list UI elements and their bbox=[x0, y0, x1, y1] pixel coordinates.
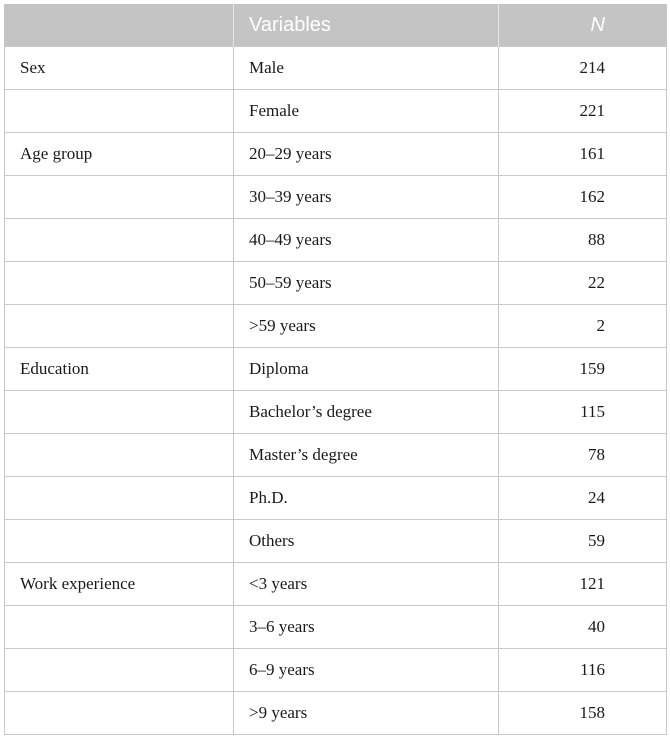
variable-cell: Female bbox=[234, 90, 499, 133]
variable-cell: 50–59 years bbox=[234, 262, 499, 305]
group-cell bbox=[5, 649, 234, 692]
count-cell: 214 bbox=[499, 47, 667, 90]
group-cell bbox=[5, 692, 234, 735]
table-row bbox=[5, 262, 667, 305]
variable-cell: Others bbox=[234, 520, 499, 563]
variable-cell: 30–39 years bbox=[234, 176, 499, 219]
count-cell: 2 bbox=[499, 305, 667, 348]
variable-cell: >9 years bbox=[234, 692, 499, 735]
table-row bbox=[5, 90, 667, 133]
table-row bbox=[5, 47, 667, 90]
demographics-table-container bbox=[4, 4, 666, 735]
table-row bbox=[5, 305, 667, 348]
variable-cell: Ph.D. bbox=[234, 477, 499, 520]
count-cell: 115 bbox=[499, 391, 667, 434]
header-variables-cell: Variables bbox=[234, 4, 499, 47]
group-cell: Age group bbox=[5, 133, 234, 176]
table-row bbox=[5, 520, 667, 563]
table-row bbox=[5, 649, 667, 692]
group-cell: Education bbox=[5, 348, 234, 391]
table-row bbox=[5, 477, 667, 520]
table-body bbox=[5, 47, 667, 735]
group-cell bbox=[5, 477, 234, 520]
count-cell: 116 bbox=[499, 649, 667, 692]
count-cell: 40 bbox=[499, 606, 667, 649]
header-n-cell: N bbox=[499, 4, 667, 47]
table-row bbox=[5, 219, 667, 262]
group-cell bbox=[5, 606, 234, 649]
variable-cell: <3 years bbox=[234, 563, 499, 606]
table-row bbox=[5, 391, 667, 434]
table-row bbox=[5, 434, 667, 477]
variable-cell: 3–6 years bbox=[234, 606, 499, 649]
count-cell: 88 bbox=[499, 219, 667, 262]
count-cell: 121 bbox=[499, 563, 667, 606]
group-cell bbox=[5, 434, 234, 477]
demographics-table bbox=[4, 4, 667, 735]
variable-cell: Male bbox=[234, 47, 499, 90]
group-cell: Sex bbox=[5, 47, 234, 90]
count-cell: 59 bbox=[499, 520, 667, 563]
group-cell bbox=[5, 90, 234, 133]
table-row bbox=[5, 692, 667, 735]
group-cell bbox=[5, 391, 234, 434]
group-cell bbox=[5, 520, 234, 563]
table-header bbox=[5, 4, 667, 47]
variable-cell: Diploma bbox=[234, 348, 499, 391]
count-cell: 161 bbox=[499, 133, 667, 176]
group-cell bbox=[5, 262, 234, 305]
group-cell bbox=[5, 305, 234, 348]
count-cell: 24 bbox=[499, 477, 667, 520]
table-row bbox=[5, 176, 667, 219]
table-row bbox=[5, 348, 667, 391]
table-row bbox=[5, 606, 667, 649]
variable-cell: >59 years bbox=[234, 305, 499, 348]
count-cell: 162 bbox=[499, 176, 667, 219]
count-cell: 159 bbox=[499, 348, 667, 391]
count-cell: 22 bbox=[499, 262, 667, 305]
group-cell bbox=[5, 176, 234, 219]
variable-cell: 6–9 years bbox=[234, 649, 499, 692]
variable-cell: Master’s degree bbox=[234, 434, 499, 477]
table-row bbox=[5, 133, 667, 176]
group-cell: Work experience bbox=[5, 563, 234, 606]
variable-cell: Bachelor’s degree bbox=[234, 391, 499, 434]
table-row bbox=[5, 563, 667, 606]
variable-cell: 20–29 years bbox=[234, 133, 499, 176]
count-cell: 221 bbox=[499, 90, 667, 133]
variable-cell: 40–49 years bbox=[234, 219, 499, 262]
count-cell: 78 bbox=[499, 434, 667, 477]
count-cell: 158 bbox=[499, 692, 667, 735]
header-row bbox=[5, 4, 667, 47]
group-cell bbox=[5, 219, 234, 262]
header-group-cell bbox=[5, 4, 234, 47]
